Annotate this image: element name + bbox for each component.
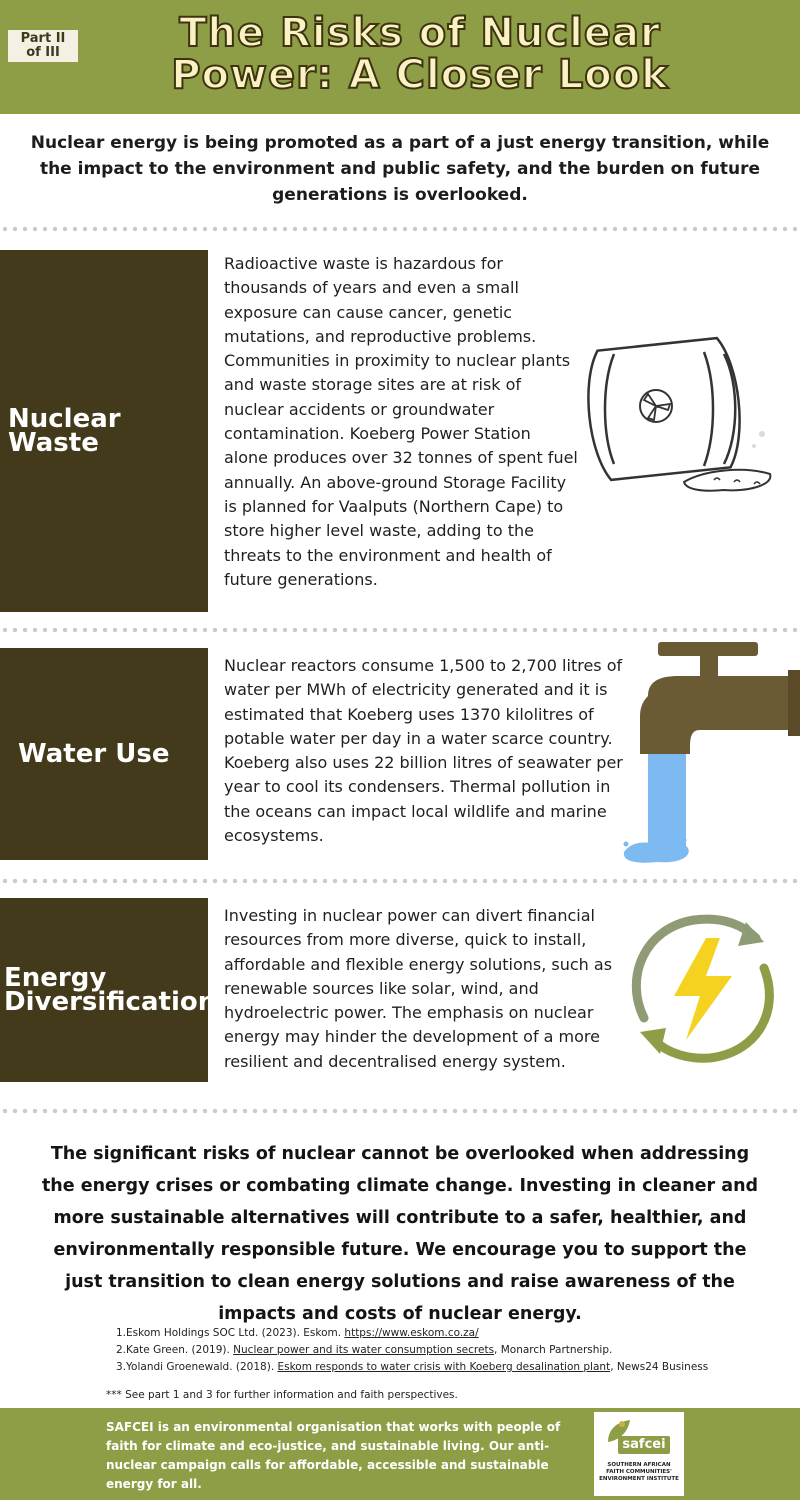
text-line: affordable and flexible energy solutions, such as — [224, 954, 613, 974]
text-line: estimated that Koeberg uses 1370 kilolitres of — [224, 704, 594, 724]
reference-link[interactable]: Nuclear power and its water consumption secrets — [233, 1344, 495, 1356]
references-list — [116, 1325, 796, 1376]
text-line: Nuclear reactors consume 1,500 to 2,700 litres of — [224, 656, 623, 675]
part-badge — [8, 30, 78, 62]
text-line: threats to the environment and health of — [224, 545, 552, 565]
section-label-nuclear-waste — [0, 250, 208, 612]
renewable-energy-bolt-icon — [614, 908, 790, 1068]
text-line: renewable sources like solar, wind, and — [224, 978, 539, 998]
reference-number: 2. — [116, 1344, 127, 1356]
text-line: Communities in proximity to nuclear plants — [224, 351, 571, 371]
logo-sub-line: FAITH COMMUNITIES' — [606, 1469, 672, 1475]
text-line: ecosystems. — [224, 826, 324, 846]
section-body-energy-diversification — [224, 904, 624, 1074]
text-line: resources from more diverse, quick to install, — [224, 930, 587, 950]
reference-item — [116, 1359, 796, 1376]
label-line1: Energy — [4, 963, 107, 993]
text-line: contamination. Koeberg Power Station — [224, 424, 531, 444]
section-label-energy-diversification — [0, 898, 217, 1082]
text-line: nuclear accidents or groundwater — [224, 399, 495, 419]
section-label-water-use — [0, 648, 208, 860]
footnote: *** See part 1 and 3 for further information and faith perspectives. — [106, 1389, 458, 1401]
footer-banner — [0, 1408, 800, 1500]
water-tap-icon — [618, 636, 800, 866]
reference-number: 1. — [116, 1327, 127, 1339]
reference-text: , Monarch Partnership. — [494, 1344, 613, 1356]
dotted-divider — [0, 627, 800, 633]
safcei-logo — [594, 1412, 684, 1496]
text-line: alone produces over 32 tonnes of spent fuel — [224, 448, 578, 468]
conclusion-statement: The significant risks of nuclear cannot be overlooked when addressing the energy crises or combating climate change. Investing in cleaner and more sustainable alternatives will contribute to a safer, healthier, and environmentally responsible future. We encourage you to support the just transition to clean energy solutions and raise awareness of the impacts and costs of nuclear energy. — [41, 1144, 759, 1324]
text-line: annually. An above-ground Storage Facility — [224, 472, 567, 492]
reference-text: , News24 Business — [610, 1361, 709, 1373]
text-line: mutations, and reproductive problems. — [224, 326, 537, 346]
logo-sub-line: SOUTHERN AFRICAN — [607, 1462, 671, 1468]
text-line: resilient and decentralised energy system. — [224, 1051, 566, 1071]
dotted-divider — [0, 878, 800, 884]
reference-item — [116, 1342, 796, 1359]
part-badge-line2: of III — [26, 45, 60, 60]
dotted-divider — [0, 226, 800, 232]
reference-text: Eskom Holdings SOC Ltd. (2023). Eskom. — [126, 1327, 345, 1339]
header-banner — [0, 0, 800, 114]
spilled-radioactive-barrel-icon — [574, 334, 774, 494]
reference-number: 3. — [116, 1361, 127, 1373]
text-line: the oceans can impact local wildlife and marine — [224, 801, 607, 821]
text-line: potable water per day in a water scarce country. — [224, 728, 613, 748]
label-line2: Waste — [8, 428, 99, 458]
text-line: Radioactive waste is hazardous for — [224, 254, 503, 273]
reference-item — [116, 1325, 796, 1342]
dotted-divider — [0, 1108, 800, 1114]
section-body-nuclear-waste — [224, 252, 584, 592]
text-line: year to cool its condensers. Thermal pollution in — [224, 777, 611, 797]
text-line: is planned for Vaalputs (Northern Cape) to — [224, 496, 564, 516]
title-line2: Power: A Closer Look — [171, 52, 669, 98]
text-line: energy may hinder the development of a more — [224, 1027, 600, 1047]
reference-text: Yolandi Groenewald. (2018). — [126, 1361, 278, 1373]
page-title — [100, 12, 740, 96]
logo-sub-line: ENVIRONMENT INSTITUTE — [599, 1476, 679, 1482]
text-line: Koeberg also uses 22 billion litres of seawater per — [224, 753, 623, 773]
text-line: exposure can cause cancer, genetic — [224, 302, 513, 322]
part-badge-line1: Part II — [20, 31, 66, 46]
label-line2: Diversification — [4, 987, 217, 1017]
text-line: water per MWh of electricity generated and it is — [224, 680, 608, 700]
intro-statement: Nuclear energy is being promoted as a part of a just energy transition, while the impact to the environment and public safety, and the burden on future generations is overlooked. — [30, 133, 770, 205]
text-line: hydroelectric power. The emphasis on nuclear — [224, 1003, 594, 1023]
logo-name: safcei — [618, 1436, 670, 1454]
text-line: Investing in nuclear power can divert financial — [224, 906, 595, 925]
text-line: future generations. — [224, 569, 378, 589]
footer-about-text: SAFCEI is an environmental organisation that works with people of faith for climate and eco-justice, and sustainable living. Our anti-nuclear campaign calls for affordable, accessible and sustainable energy for all. — [106, 1420, 561, 1491]
section-body-water-use — [224, 654, 624, 848]
reference-text: Kate Green. (2019). — [126, 1344, 234, 1356]
text-line: store higher level waste, adding to the — [224, 521, 534, 541]
label-line1: Water Use — [18, 739, 170, 769]
reference-link[interactable]: Eskom responds to water crisis with Koeberg desalination plant — [277, 1361, 611, 1373]
title-line1: The Risks of Nuclear — [179, 10, 661, 56]
text-line: thousands of years and even a small — [224, 278, 519, 298]
text-line: and waste storage sites are at risk of — [224, 375, 522, 395]
label-line1: Nuclear — [8, 404, 121, 434]
logo-subtitle — [596, 1462, 682, 1483]
reference-link[interactable]: https://www.eskom.co.za/ — [344, 1327, 479, 1339]
